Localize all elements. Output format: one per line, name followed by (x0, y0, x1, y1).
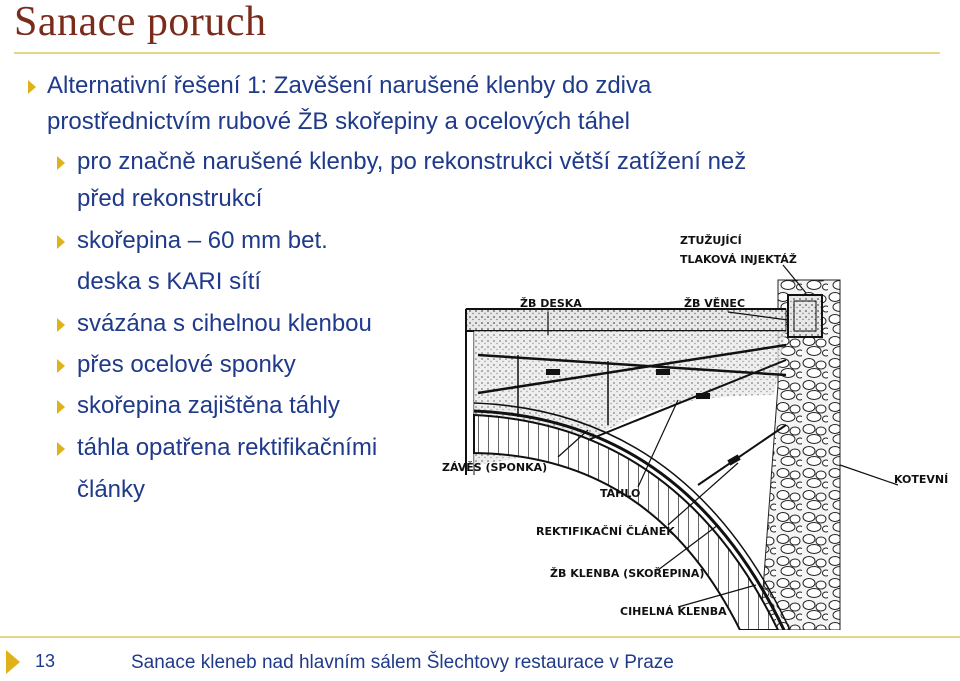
slide-title: Sanace poruch (14, 0, 267, 45)
label-zb-klenba: ŽB KLENBA (SKOŘEPINA) (550, 567, 705, 580)
bullet-icon (57, 318, 65, 332)
label-ztuzujici: ZTUŽUJÍCÍ (680, 234, 742, 247)
label-kotevni: KOTEVNÍ (894, 473, 949, 486)
page-number: 13 (35, 651, 56, 671)
bullet-icon (57, 442, 65, 456)
adjusting-link (656, 369, 670, 375)
main-bullet-line1: Alternativní řešení 1: Zavěšení narušené klenby do zdiva (47, 72, 652, 99)
label-tahlo: TÁHLO (600, 487, 641, 500)
vault-section-diagram (438, 225, 960, 630)
sub-bullet-3-line1: svázána s cihelnou klenbou (77, 310, 372, 337)
label-tlakova-injektaz: TLAKOVÁ INJEKTÁŽ (680, 253, 797, 266)
sub-bullet-6-line1: táhla opatřena rektifikačními (77, 434, 378, 461)
label-cihelna-klenba: CIHELNÁ KLENBA (620, 605, 727, 618)
title-divider (14, 52, 940, 54)
sub-bullet-2-line2: deska s KARI sítí (77, 268, 262, 295)
bullet-icon (57, 156, 65, 170)
sub-bullet-4-line1: přes ocelové sponky (77, 351, 296, 378)
adjusting-link (696, 393, 710, 399)
bullet-icon (28, 80, 36, 94)
bullet-icon (57, 235, 65, 249)
main-bullet-line2: prostřednictvím rubové ŽB skořepiny a ocelových táhel (47, 108, 630, 135)
sub-bullet-1-line1: pro značně narušené klenby, po rekonstrukci větší zatížení než (77, 148, 747, 175)
label-zb-venec: ŽB VĚNEC (684, 297, 746, 310)
adjusting-link (546, 369, 560, 375)
label-zaves: ZÁVĚS (SPONKA) (442, 461, 548, 474)
label-rektifikacni-clanek: REKTIFIKAČNÍ ČLÁNEK (536, 525, 675, 538)
floor-slab (466, 309, 786, 331)
footer-arrow-icon (6, 650, 20, 674)
brick-vault (474, 415, 778, 630)
footer-divider (0, 636, 960, 638)
bullet-icon (57, 359, 65, 373)
sub-bullet-1-line2: před rekonstrukcí (77, 185, 263, 212)
sub-bullet-6-line2: články (77, 476, 146, 503)
bullet-icon (57, 400, 65, 414)
label-zb-deska: ŽB DESKA (520, 297, 582, 310)
footer-text: Sanace kleneb nad hlavním sálem Šlechtovy restaurace v Praze (131, 652, 674, 673)
sub-bullet-5-line1: skořepina zajištěna táhly (77, 392, 340, 419)
sub-bullet-2-line1: skořepina – 60 mm bet. (77, 227, 328, 254)
